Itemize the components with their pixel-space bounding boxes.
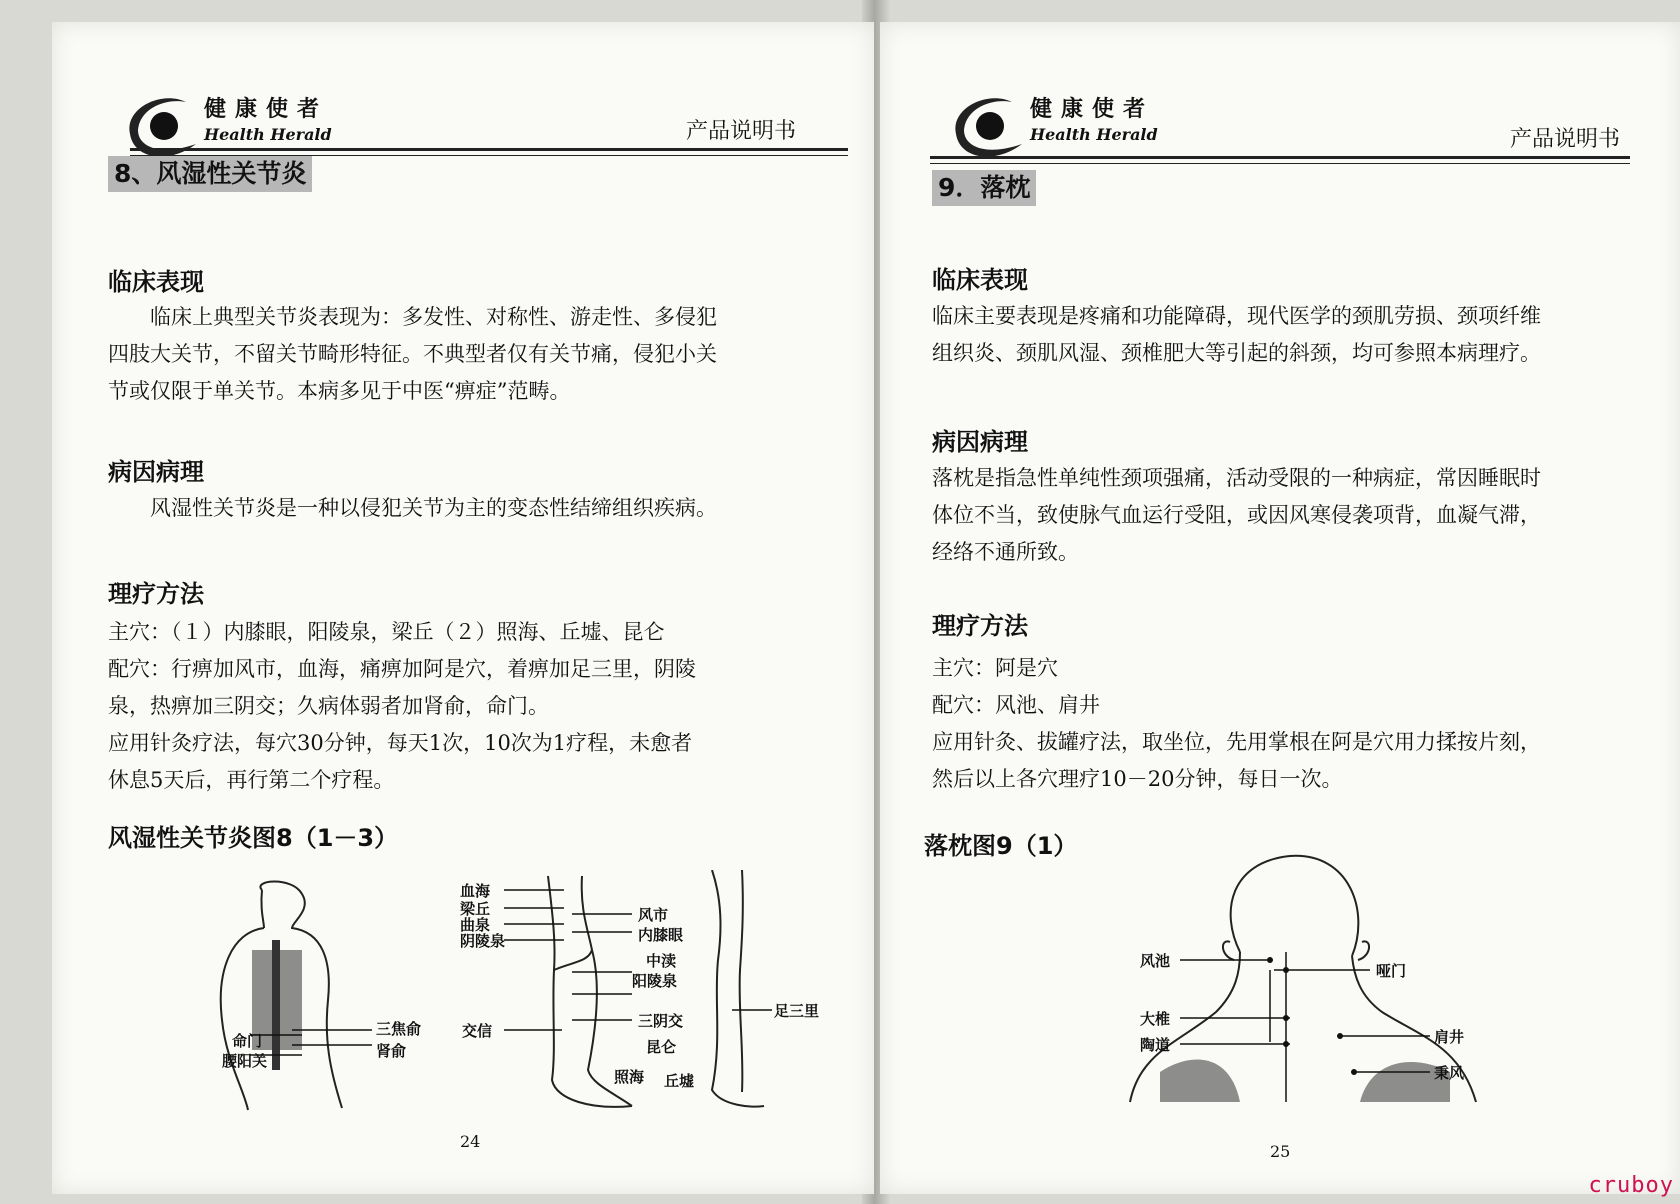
cause-paragraph [932,460,1541,571]
text-line: 风湿性关节炎是一种以侵犯关节为主的变态性结缔组织疾病。 [108,496,717,520]
acupoint-figure-8 [152,870,820,1120]
label-bingfeng: 秉风 [1434,1064,1465,1082]
text-line: 配穴：行痹加风市，血海，痛痹加阿是穴，着痹加足三里，阴陵 [108,657,696,681]
label-jianjing: 肩井 [1434,1028,1465,1046]
page-number: 24 [460,1132,481,1151]
label-qiuxu: 丘墟 [664,1072,695,1090]
text-line: 主穴：（１）内膝眼，阳陵泉，梁丘（２）照海、丘墟、昆仑 [108,620,665,644]
section-title: 8、风湿性关节炎 [108,156,312,192]
figure-caption: 风湿性关节炎图8（1－3） [108,824,399,852]
label-neixiyan: 内膝眼 [638,926,684,944]
right-page [880,22,1680,1194]
label-sanjiaoshu: 三焦俞 [376,1020,422,1038]
label-yinlingquan: 阴陵泉 [460,932,506,950]
brand-name-cn: 健康使者 [1030,97,1155,122]
text-line: 主穴：阿是穴 [932,656,1058,680]
watermark: cruboy [1588,1173,1674,1198]
figure-caption: 落枕图9（1） [924,832,1078,860]
label-jiaoxin: 交信 [462,1022,493,1040]
text-line: 应用针灸疗法，每穴30分钟，每天1次，10次为1疗程，未愈者 [108,731,693,755]
section-title: 9．落枕 [932,170,1036,206]
clinical-heading: 临床表现 [932,266,1028,294]
text-line: 休息5天后，再行第二个疗程。 [108,768,395,792]
brand-name-en: Health Herald [204,125,332,144]
label-dazhui: 大椎 [1140,1010,1171,1028]
label-kunlun: 昆仑 [646,1038,677,1056]
text-line: 节或仅限于单关节。本病多见于中医“痹症”范畴。 [108,379,571,403]
left-page [52,22,874,1194]
therapy-heading: 理疗方法 [932,612,1028,640]
therapy-paragraph [932,650,1541,798]
label-taodao: 陶道 [1140,1036,1171,1054]
text-line: 应用针灸、拔罐疗法，取坐位，先用掌根在阿是穴用力揉按片刻， [932,730,1541,754]
clinical-heading: 临床表现 [108,268,204,296]
text-line: 四肢大关节，不留关节畸形特征。不典型者仅有关节痛，侵犯小关 [108,342,717,366]
header-rule-thick [930,156,1630,159]
brand-swirl-icon [948,90,1028,160]
cause-paragraph [108,490,717,527]
label-zusanli: 足三里 [774,1002,820,1020]
label-liangqiu: 梁丘 [460,900,491,918]
brand-name-en: Health Herald [1030,125,1158,144]
text-line: 临床主要表现是疼痛和功能障碍，现代医学的颈肌劳损、颈项纤维 [932,304,1541,328]
label-yanglingquan: 阳陵泉 [632,972,678,990]
doc-type-label: 产品说明书 [1510,127,1621,152]
header-rule-thin [930,163,1630,164]
text-line: 然后以上各穴理疗10－20分钟，每日一次。 [932,767,1343,791]
label-zhaohai: 照海 [614,1068,645,1086]
text-line: 泉，热痹加三阴交；久病体弱者加肾俞，命门。 [108,694,549,718]
text-line: 临床上典型关节炎表现为：多发性、对称性、游走性、多侵犯 [108,305,717,329]
label-sanyinjiao: 三阴交 [638,1012,684,1030]
header-rule-thick [130,148,848,151]
label-ququan: 曲泉 [460,916,491,934]
cause-heading: 病因病理 [932,428,1028,456]
label-shenshu: 肾俞 [376,1042,407,1060]
clinical-paragraph [932,298,1541,372]
label-mingmen: 命门 [232,1032,263,1050]
text-line: 体位不当，致使脉气血运行受阻，或因风寒侵袭项背，血凝气滞， [932,503,1541,527]
text-line: 组织炎、颈肌风湿、颈椎肥大等引起的斜颈，均可参照本病理疗。 [932,341,1541,365]
text-line: 经络不通所致。 [932,540,1079,564]
label-fengshi: 风市 [638,906,669,924]
brand-name-cn: 健康使者 [204,97,329,122]
label-yaoyangguan: 腰阳关 [222,1052,268,1070]
label-xuehai: 血海 [460,882,491,900]
text-line: 配穴：风池、肩井 [932,693,1100,717]
page-number: 25 [1270,1142,1291,1161]
doc-type-label: 产品说明书 [686,119,797,144]
clinical-paragraph [108,299,717,410]
label-zhongdu: 中渎 [646,952,677,970]
label-fengchi: 风池 [1140,952,1171,970]
therapy-heading: 理疗方法 [108,580,204,608]
therapy-paragraph [108,614,696,799]
cause-heading: 病因病理 [108,458,204,486]
label-yamen: 哑门 [1376,962,1407,980]
acupoint-figure-9 [1120,852,1500,1112]
text-line: 落枕是指急性单纯性颈项强痛，活动受限的一种病症，常因睡眠时 [932,466,1541,490]
